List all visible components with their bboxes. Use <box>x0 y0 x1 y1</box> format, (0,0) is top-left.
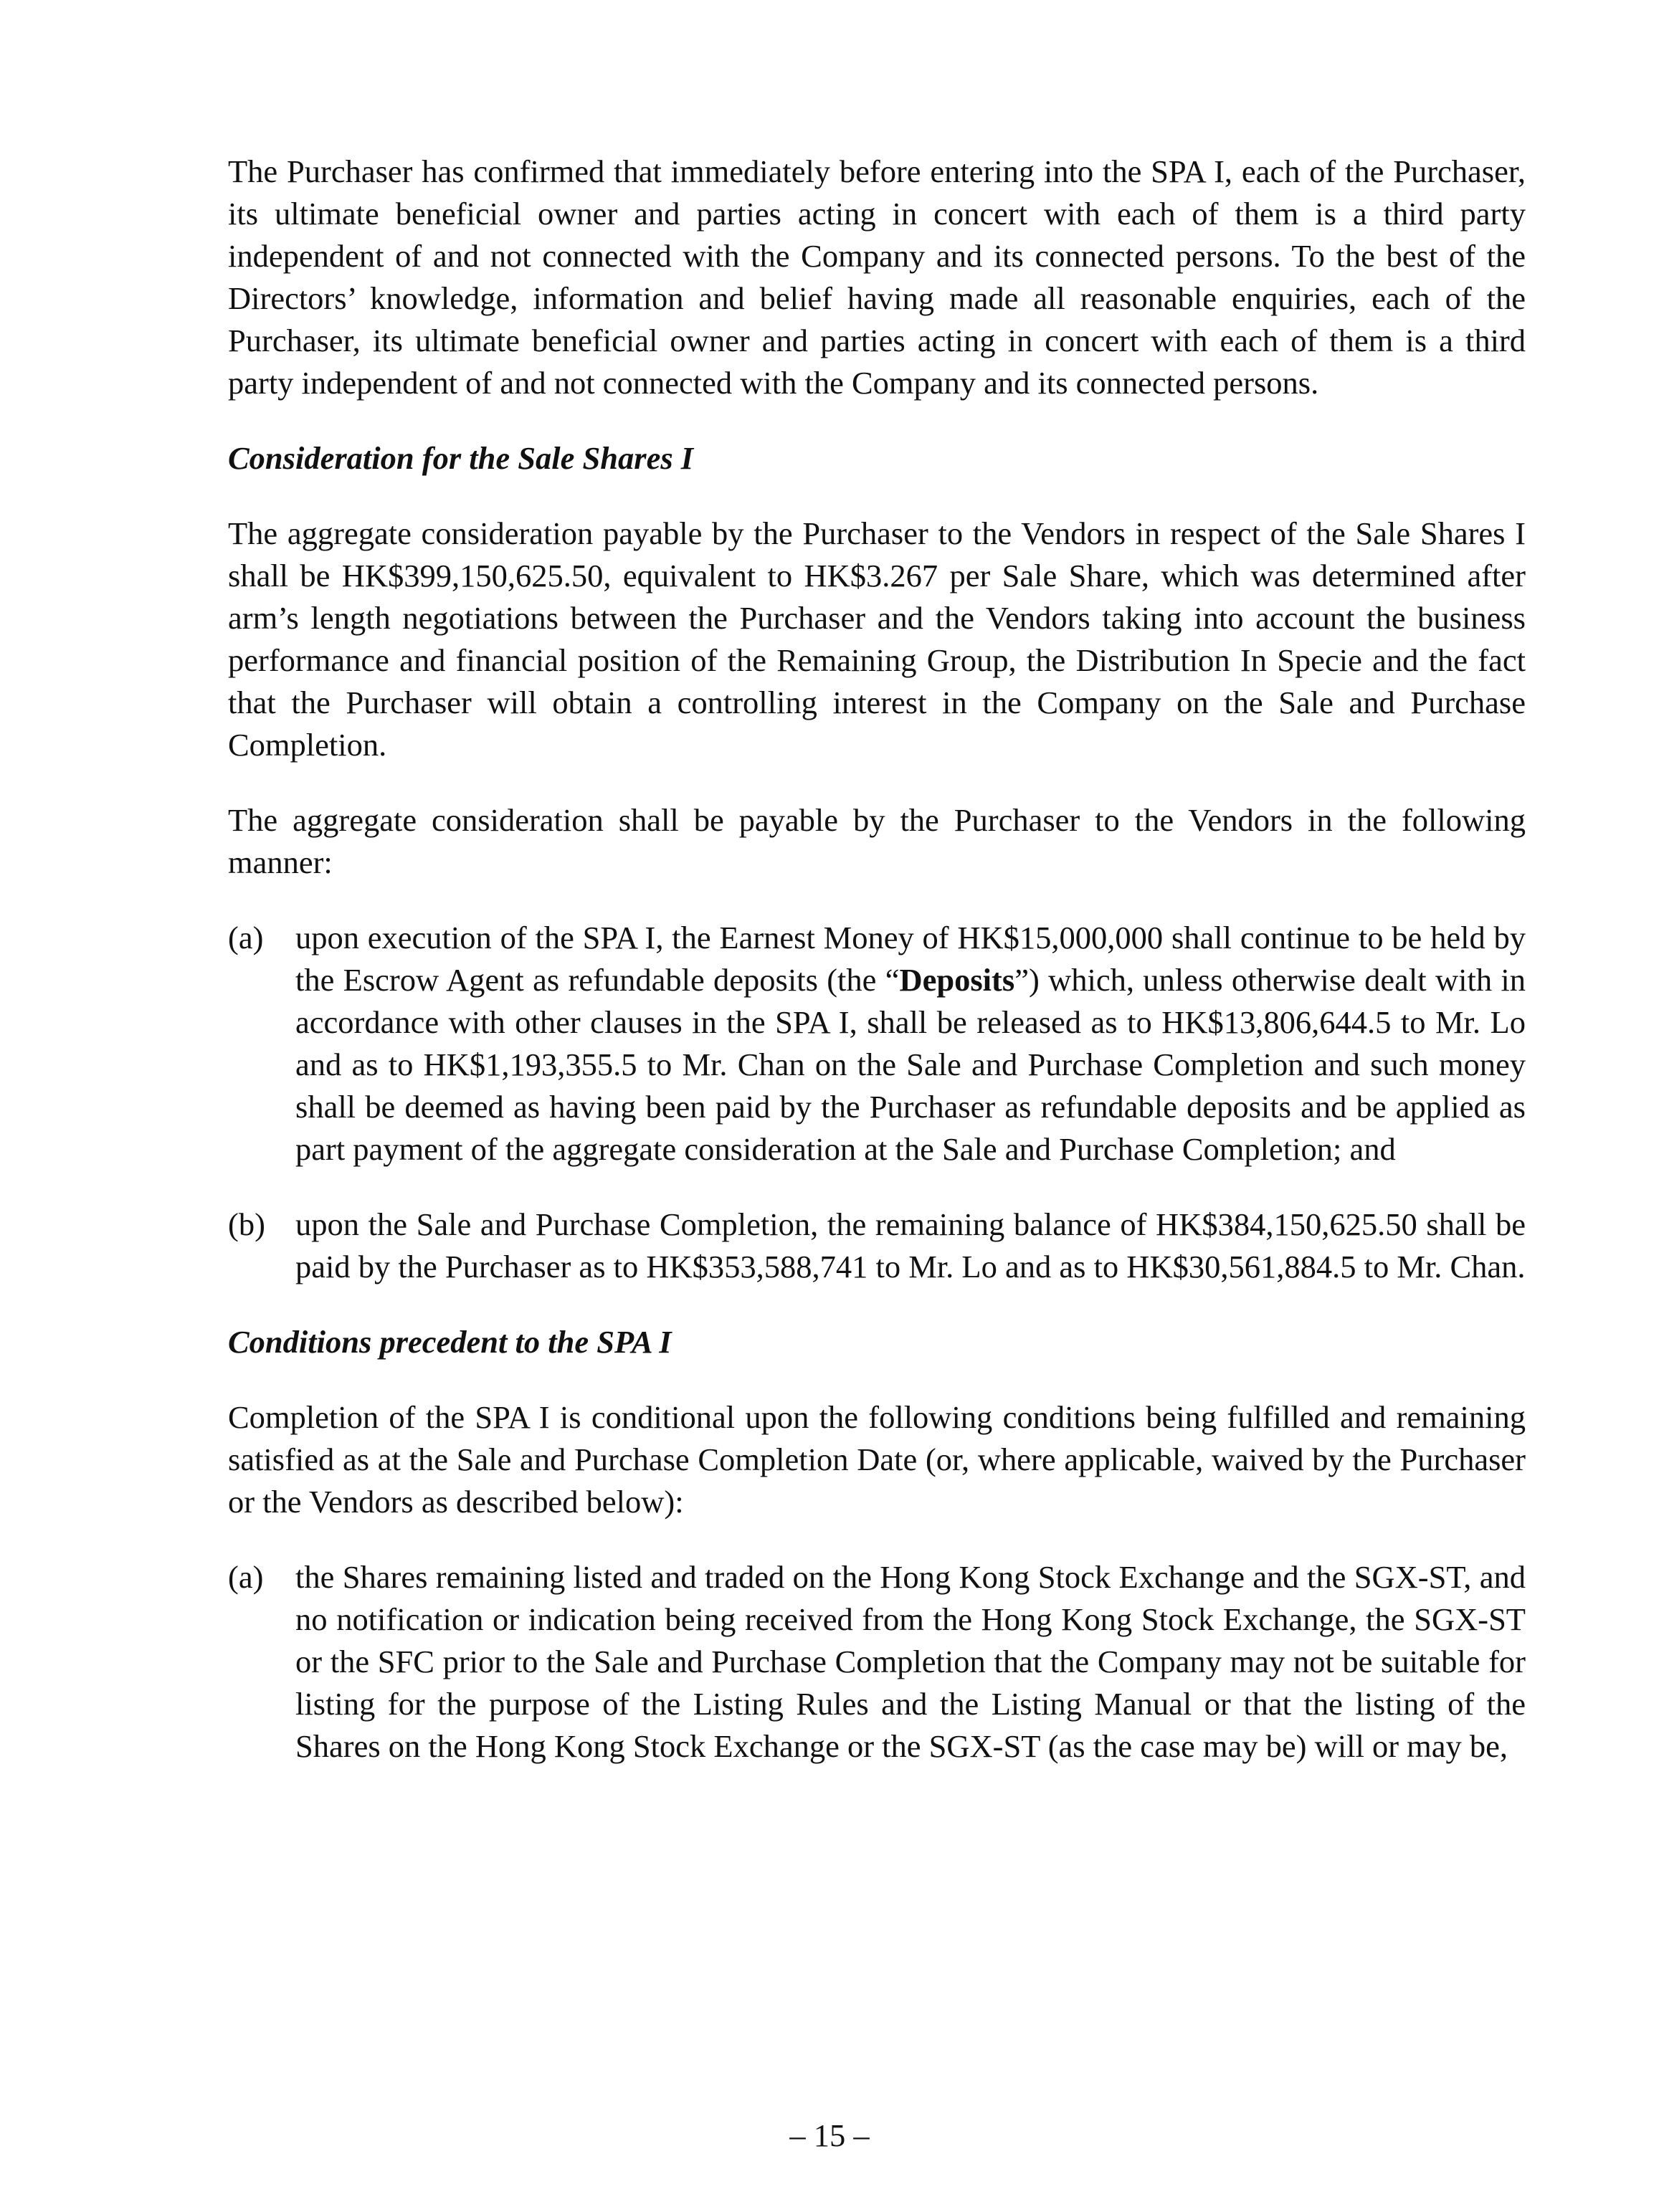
list-item-text: the Shares remaining listed and traded on the Hong Kong Stock Exchange and the SGX-ST, and no notification or indication being received from the Hong Kong Stock Exchange, the SGX-ST or the SFC prior to the Sale and Purchase Completion that the Company may not be suitable for listing for the purpose of the Listing Rules and the Listing Manual or that the listing of the Shares on the Hong Kong Stock Exchange or the SGX-ST (as the case may be) will or may be, <box>295 1559 1526 1764</box>
list-item <box>228 1556 1526 1768</box>
list-item-text <box>295 917 1526 1171</box>
conditions-intro-paragraph: Completion of the SPA I is conditional upon the following conditions being fulfilled and remaining satisfied as at the Sale and Purchase Completion Date (or, where applicable, waived by the Purchaser or the Vendors as described below): <box>228 1399 1526 1520</box>
list-item-text: upon the Sale and Purchase Completion, the remaining balance of HK$384,150,625.50 shall be paid by the Purchaser as to HK$353,588,741 to Mr. Lo and as to HK$30,561,884.5 to Mr. Chan. <box>295 1206 1526 1284</box>
list-item <box>228 1203 1526 1288</box>
list-item-label: (b) <box>228 1206 265 1242</box>
list-item-label: (a) <box>228 920 264 955</box>
section-heading-conditions: Conditions precedent to the SPA I <box>228 1324 672 1360</box>
list-item-label: (a) <box>228 1559 264 1595</box>
purchaser-confirmation-paragraph: The Purchaser has confirmed that immediately before entering into the SPA I, each of the Purchaser, its ultimate beneficial owner and parties acting in concert with each of them is a third party independent of and not connected with the Company and its connected persons. To the best of the Directors’ knowledge, information and belief having made all reasonable enquiries, each of the Purchaser, its ultimate beneficial owner and parties acting in concert with each of them is a third party independent of and not connected with the Company and its connected persons. <box>228 153 1526 401</box>
list-item-text-before: upon execution of the SPA I, the Earnest Money of HK$15,000,000 shall continue to be held by the Escrow Agent as refundable deposits (the “ <box>295 920 1526 998</box>
list-item <box>228 917 1526 1171</box>
page-number: – 15 – <box>789 2117 870 2153</box>
payment-manner-paragraph: The aggregate consideration shall be payable by the Purchaser to the Vendors in the following manner: <box>228 802 1526 880</box>
aggregate-consideration-paragraph: The aggregate consideration payable by the Purchaser to the Vendors in respect of the Sale Shares I shall be HK$399,150,625.50, equivalent to HK$3.267 per Sale Share, which was determined after arm’s length negotiations between the Purchaser and the Vendors taking into account the business performance and financial position of the Remaining Group, the Distribution In Specie and the fact that the Purchaser will obtain a controlling interest in the Company on the Sale and Purchase Completion. <box>228 515 1526 763</box>
page-body <box>228 151 1526 1801</box>
section-heading-consideration: Consideration for the Sale Shares I <box>228 440 694 476</box>
list-item-text-after: ”) which, unless otherwise dealt with in accordance with other clauses in the SPA I, shall be released as to HK$13,806,644.5 to Mr. Lo and as to HK$1,193,355.5 to Mr. Chan on the Sale and Purchase Completion and such money shall be deemed as having been paid by the Purchaser as refundable deposits and be applied as part payment of the aggregate consideration at the Sale and Purchase Completion; and <box>295 962 1526 1167</box>
defined-term-deposits: Deposits <box>899 962 1015 998</box>
